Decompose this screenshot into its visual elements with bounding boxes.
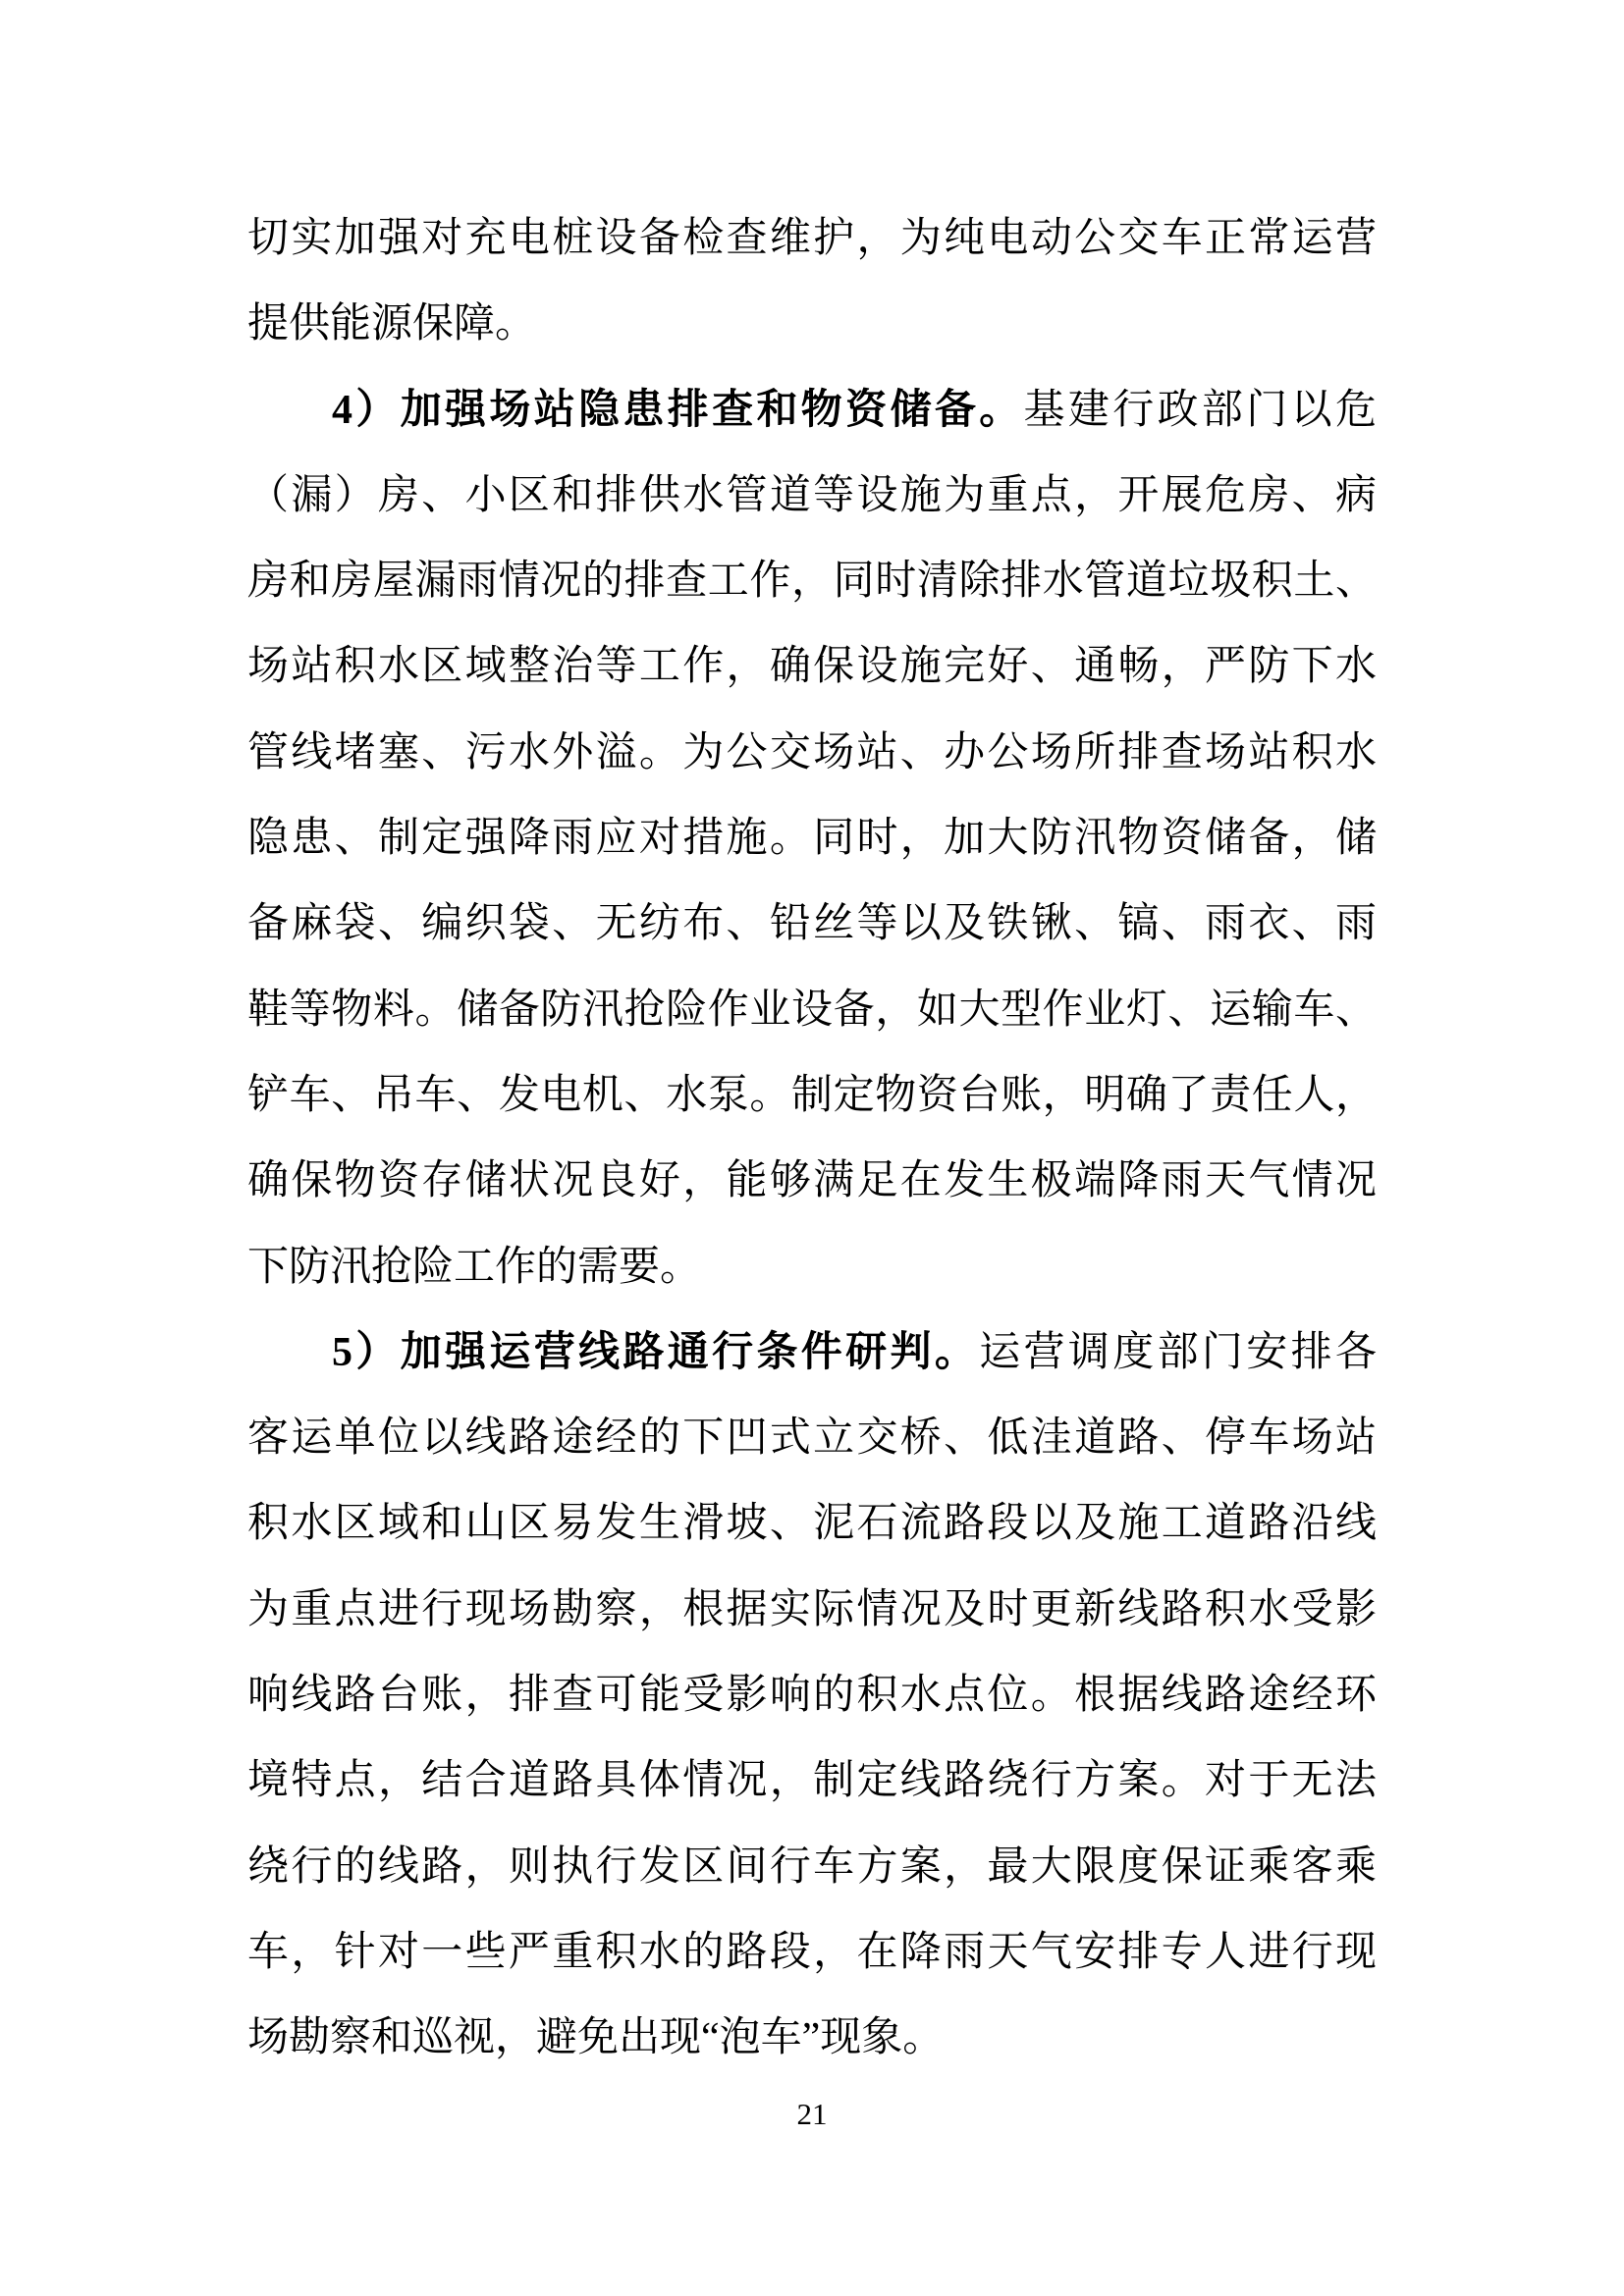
page-number: 21: [796, 2097, 828, 2131]
text-line: [247, 711, 1377, 796]
bold-text-run: 4）加强场站隐患排查和物资储备。: [332, 387, 1024, 433]
text-line: [247, 1910, 1377, 1996]
text-run: 确保物资存储状况良好，能够满足在发生极端降雨天气情况: [247, 1158, 1377, 1204]
text-run: （漏）房、小区和排供水管道等设施为重点，开展危房、病: [247, 472, 1377, 518]
text-line: [247, 196, 1377, 282]
text-run: 下防汛抢险工作的需要。: [247, 1244, 702, 1290]
text-run: 车，针对一些严重积水的路段，在降雨天气安排专人进行现: [247, 1929, 1377, 1975]
text-run: 境特点，结合道路具体情况，制定线路绕行方案。对于无法: [247, 1758, 1377, 1804]
text-run: 客运单位以线路途经的下凹式立交桥、低洼道路、停车场站: [247, 1415, 1377, 1462]
text-run: 切实加强对充电桩设备检查维护，为纯电动公交车正常运营: [247, 216, 1377, 261]
text-line: [247, 1996, 1377, 2081]
text-run: 基建行政部门以危: [1023, 387, 1377, 433]
text-line: [247, 796, 1377, 881]
text-run: 隐患、制定强降雨应对措施。同时，加大防汛物资储备，储: [247, 816, 1377, 862]
text-line: [247, 454, 1377, 539]
text-line: [247, 1310, 1377, 1396]
text-run: 房和房屋漏雨情况的排查工作，同时清除排水管道垃圾积土、: [247, 559, 1377, 605]
text-line: [247, 368, 1377, 454]
text-line: [247, 1825, 1377, 1910]
text-run: 积水区域和山区易发生滑坡、泥石流路段以及施工道路沿线: [247, 1501, 1377, 1547]
text-run: 绕行的线路，则执行发区间行车方案，最大限度保证乘客乘: [247, 1843, 1377, 1890]
text-line: [247, 1396, 1377, 1481]
text-line: [247, 1568, 1377, 1653]
text-line: [247, 1139, 1377, 1224]
document-body: [247, 196, 1377, 2082]
text-line: [247, 1481, 1377, 1567]
text-line: [247, 624, 1377, 710]
text-line: [247, 539, 1377, 624]
text-run: 场勘察和巡视，避免出现“泡车”现象。: [247, 2015, 945, 2061]
text-run: 铲车、吊车、发电机、水泵。制定物资台账，明确了责任人，: [247, 1072, 1377, 1118]
text-run: 鞋等物料。储备防汛抢险作业设备，如大型作业灯、运输车、: [247, 987, 1377, 1033]
text-line: [247, 1738, 1377, 1824]
text-line: [247, 1653, 1377, 1738]
text-line: [247, 1225, 1377, 1310]
text-run: 响线路台账，排查可能受影响的积水点位。根据线路途经环: [247, 1673, 1377, 1719]
text-line: [247, 881, 1377, 967]
text-line: [247, 1053, 1377, 1139]
text-run: 为重点进行现场勘察，根据实际情况及时更新线路积水受影: [247, 1586, 1377, 1632]
text-run: 运营调度部门安排各: [979, 1329, 1377, 1375]
text-line: [247, 968, 1377, 1053]
text-line: [247, 282, 1377, 367]
bold-text-run: 5）加强运营线路通行条件研判。: [332, 1329, 980, 1375]
text-run: 备麻袋、编织袋、无纺布、铅丝等以及铁锹、镐、雨衣、雨: [247, 901, 1377, 947]
text-run: 提供能源保障。: [247, 301, 537, 347]
text-run: 管线堵塞、污水外溢。为公交场站、办公场所排查场站积水: [247, 729, 1377, 775]
text-run: 场站积水区域整治等工作，确保设施完好、通畅，严防下水: [247, 644, 1377, 690]
